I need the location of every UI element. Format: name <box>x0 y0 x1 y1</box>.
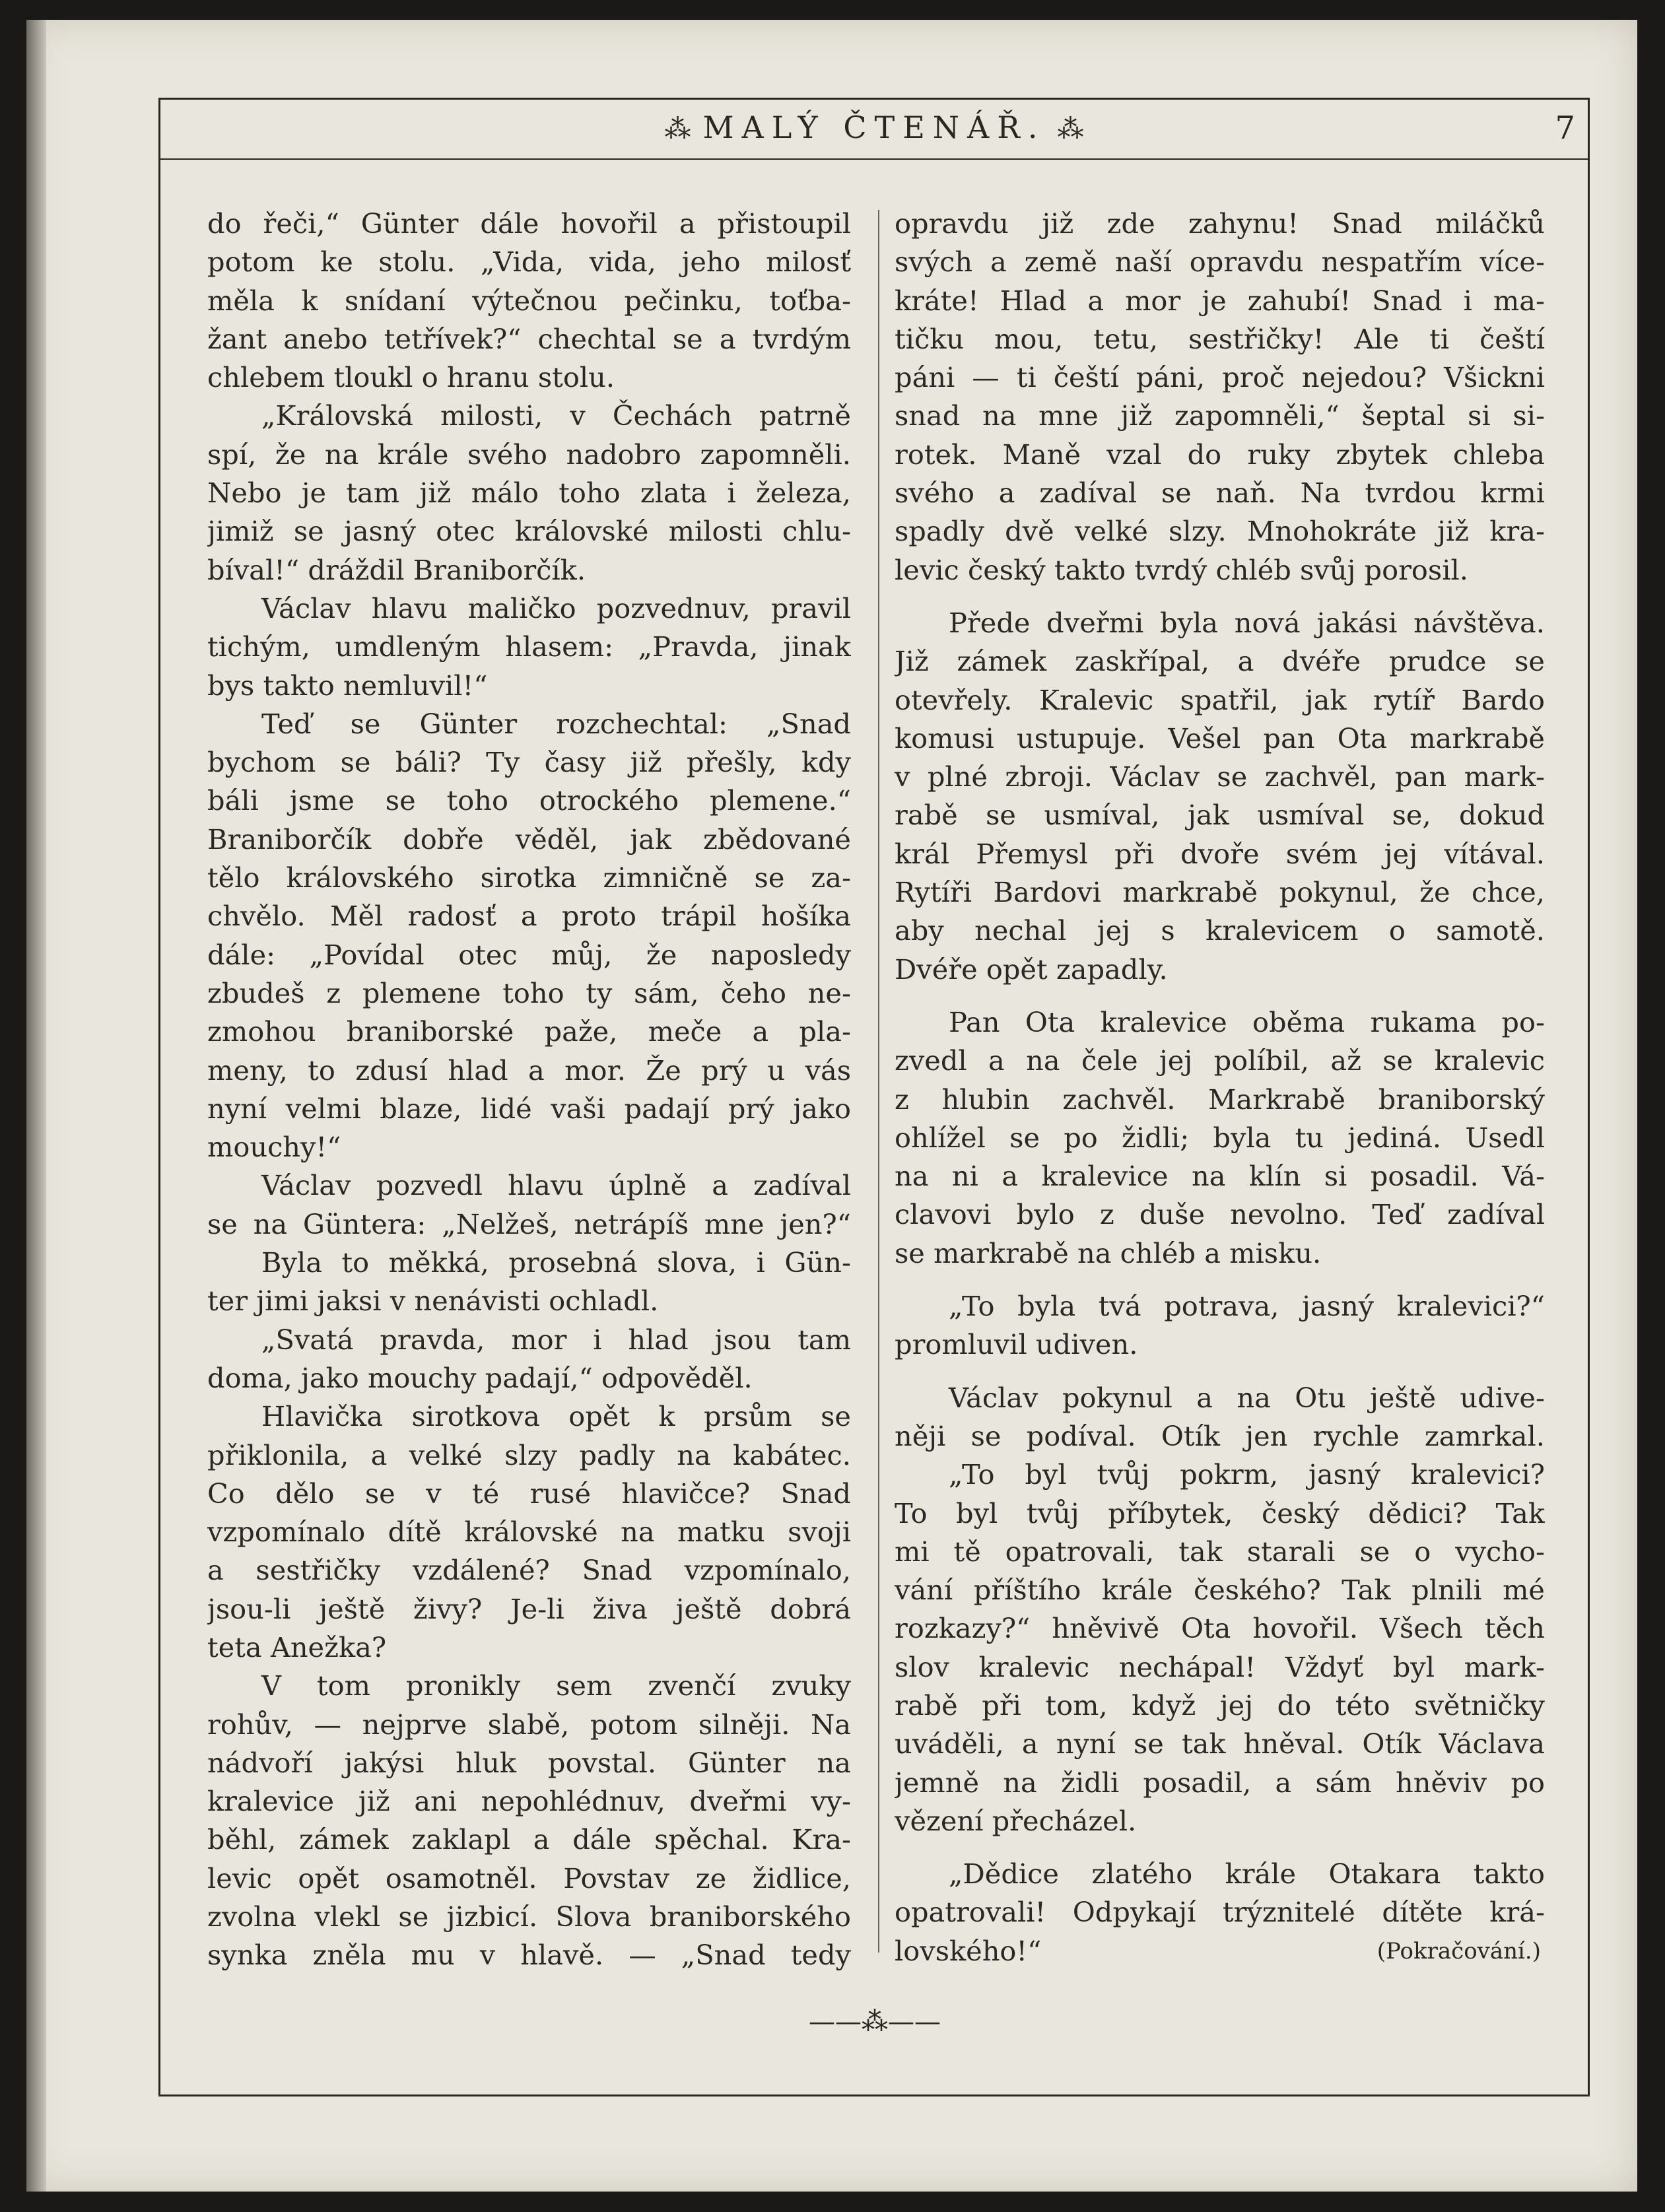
left-text-column <box>207 205 851 1975</box>
text-line: zbudeš z plemene toho ty sám, čeho ne- <box>207 976 851 1009</box>
magazine-title: MALÝ ČTENÁŘ. <box>702 110 1046 145</box>
text-line: do řeči,“ Günter dále hovořil a přistoupil <box>207 207 851 240</box>
text-line: „Dědice zlatého krále Otakara takto <box>949 1858 1545 1891</box>
column-divider <box>878 210 879 1953</box>
text-line: zmohou braniborské paže, meče a pla- <box>207 1015 851 1048</box>
text-line: vězení přecházel. <box>895 1804 1137 1837</box>
text-line: V tom pronikly sem zvenčí zvuky <box>261 1669 851 1702</box>
text-line: slov kralevic nechápal! Vždyť byl mark- <box>895 1650 1545 1683</box>
text-line: král Přemysl při dvoře svém jej vítával. <box>895 837 1545 870</box>
text-line: clavovi bylo z duše nevolno. Teď zadíval <box>895 1198 1545 1231</box>
text-line: meny, to zdusí hlad a mor. Že prý u vás <box>207 1054 851 1087</box>
text-line: potom ke stolu. „Vida, vida, jeho milosť <box>207 246 851 279</box>
text-line: Byla to měkká, prosebná slova, i Gün- <box>261 1246 851 1279</box>
text-line: Již zámek zaskřípal, a dvéře prudce se <box>895 645 1545 678</box>
text-line: tichým, umdleným hlasem: „Pravda, jinak <box>207 630 851 663</box>
text-line: „Královská milosti, v Čechách patrně <box>261 399 851 432</box>
header-rule <box>158 158 1590 160</box>
text-line: tělo královského sirotka zimničně se za- <box>207 861 851 894</box>
text-line: vání příštího krále českého? Tak plnili mé <box>895 1574 1545 1607</box>
text-line: bíval!“ dráždil Braniborčík. <box>207 553 586 586</box>
text-line: „To byl tvůj pokrm, jasný kralevici? <box>949 1458 1545 1491</box>
text-line: lovského!“ <box>895 1934 1042 1967</box>
text-line: tičku mou, tetu, sestřičky! Ale ti čeští <box>895 322 1545 355</box>
text-line: Václav hlavu maličko pozvednuv, pravil <box>261 591 851 624</box>
text-line: svých a země naší opravdu nespatřím více- <box>895 246 1545 279</box>
text-line: jemně na židli posadil, a sám hněviv po <box>895 1766 1545 1799</box>
text-line: báli jsme se toho otrockého plemene.“ <box>207 784 851 817</box>
text-line: nyní velmi blaze, lidé vaši padají prý jako <box>207 1092 851 1125</box>
text-line: rohův, — nejprve slabě, potom silněji. Na <box>207 1708 851 1741</box>
text-line: přiklonila, a velké slzy padly na kabátec. <box>207 1438 851 1471</box>
text-line: v plné zbroji. Václav se zachvěl, pan mark- <box>895 760 1545 793</box>
text-line: „Svatá pravda, mor i hlad jsou tam <box>261 1323 851 1356</box>
text-line: svého a zadíval se naň. Na tvrdou krmi <box>895 477 1545 510</box>
paragraph-gap <box>895 989 1545 1003</box>
text-line: teta Anežka? <box>207 1630 387 1663</box>
text-line: zvedl a na čele jej políbil, až se kralevic <box>895 1044 1545 1077</box>
text-line: Václav pozvedl hlavu úplně a zadíval <box>261 1169 851 1202</box>
paragraph-gap <box>895 1273 1545 1287</box>
header-ornament-left: ⁂ <box>664 114 691 145</box>
page-binding-edge <box>26 20 46 2192</box>
header-title-wrap <box>158 110 1590 145</box>
text-line: levic český takto tvrdý chléb svůj porosil. <box>895 553 1468 586</box>
text-line: uváděli, a nyní se tak hněval. Otík Václava <box>895 1727 1545 1760</box>
text-line: „To byla tvá potrava, jasný kralevici?“ <box>949 1290 1545 1323</box>
text-line: mouchy!“ <box>207 1131 341 1164</box>
text-line: rozkazy?“ hněvivě Ota hovořil. Všech těch <box>895 1612 1545 1645</box>
text-line: komusi ustupuje. Vešel pan Ota markrabě <box>895 721 1545 754</box>
paragraph-gap <box>895 1840 1545 1855</box>
text-line: rabě se usmíval, jak usmíval se, dokud <box>895 799 1545 832</box>
text-line: promluvil udiven. <box>895 1328 1138 1361</box>
text-line: Pan Ota kralevice oběma rukama po- <box>949 1005 1545 1038</box>
text-line: rotek. Maně vzal do ruky zbytek chleba <box>895 438 1545 471</box>
continued-note: (Pokračování.) <box>1376 1937 1541 1964</box>
paragraph-gap <box>895 1364 1545 1379</box>
text-line: doma, jako mouchy padají,“ odpověděl. <box>207 1361 753 1394</box>
text-line: měla k snídaní výtečnou pečinku, toťbа- <box>207 284 851 317</box>
text-line: ohlížel se po židli; byla tu jediná. Usedl <box>895 1121 1545 1154</box>
text-line: chvělo. Měl radosť a proto trápil hošíka <box>207 900 851 933</box>
text-line: nádvoří jakýsi hluk povstal. Günter na <box>207 1746 851 1779</box>
text-line: otevřely. Kralevic spatřil, jak rytíř Bardo <box>895 683 1545 716</box>
text-line: a sestřičky vzdálené? Snad vzpomínalo, <box>207 1554 851 1587</box>
text-line: bychom se báli? Ty časy již přešly, kdy <box>207 746 851 779</box>
text-line: opravdu již zde zahynu! Snad miláčků <box>895 207 1545 240</box>
text-line: levic opět osamotněl. Povstav ze židlice, <box>207 1861 851 1894</box>
text-line: spadly dvě velké slzy. Mnohokráte již kra- <box>895 515 1545 548</box>
text-line: zvolna vlekl se jizbicí. Slova braniborského <box>207 1900 851 1933</box>
text-line: Václav pokynul a na Otu ještě udive- <box>949 1381 1545 1414</box>
text-line: kralevice již ani nepohlédnuv, dveřmi vy- <box>207 1785 851 1818</box>
text-line: Braniborčík dobře věděl, jak zbědované <box>207 822 851 855</box>
text-line: páni — ti čeští páni, proč nejedou? Všickni <box>895 361 1545 394</box>
text-line: kráte! Hlad a mor je zahubí! Snad i ma- <box>895 284 1545 317</box>
right-text-column <box>895 205 1545 1970</box>
text-line: spí, že na krále svého nadobro zapomněli. <box>207 438 851 471</box>
text-line: synka zněla mu v hlavě. — „Snad tedy <box>207 1939 851 1972</box>
text-line: Nebo je tam již málo toho zlata i železa, <box>207 477 851 510</box>
closing-ornament: ——⁂—— <box>809 2007 941 2037</box>
text-line: se markrabě na chléb a misku. <box>895 1236 1322 1269</box>
text-line: snad na mne již zapomněli,“ šeptal si si- <box>895 399 1545 432</box>
text-line: běhl, zámek zaklapl a dále spěchal. Kra- <box>207 1823 851 1856</box>
text-line: chlebem tloukl o hranu stolu. <box>207 361 615 394</box>
text-line: se na Güntera: „Nelžeš, netrápíš mne jen?“ <box>207 1207 851 1240</box>
text-line: opatrovali! Odpykají trýznitelé dítěte krá- <box>895 1896 1545 1929</box>
text-line: aby nechal jej s kralevicem o samotě. <box>895 914 1545 947</box>
text-line: Co dělo se v té rusé hlavičce? Snad <box>207 1477 851 1510</box>
text-line: jimiž se jasný otec královské milosti chlu- <box>207 515 851 548</box>
text-line: Teď se Günter rozchechtal: „Snad <box>261 707 851 740</box>
page-number: 7 <box>1555 110 1575 147</box>
text-line: Dvéře opět zapadly. <box>895 953 1168 986</box>
text-line: vzpomínalo dítě královské na matku svoji <box>207 1516 851 1549</box>
text-line: Rytíři Bardovi markrabě pokynul, že chce, <box>895 876 1545 909</box>
text-line: jsou-li ještě živy? Je-li živa ještě dobrá <box>207 1592 851 1625</box>
text-line: z hlubin zachvěl. Markrabě braniborský <box>895 1083 1545 1116</box>
paragraph-gap <box>895 589 1545 604</box>
text-line: dále: „Povídal otec můj, že naposledy <box>207 938 851 971</box>
text-line: něji se podíval. Otík jen rychle zamrkal. <box>895 1419 1545 1452</box>
text-line: Hlavička sirotkova opět k prsům se <box>261 1400 851 1433</box>
running-header <box>158 106 1590 158</box>
text-line: rabě při tom, když jej do této světničky <box>895 1689 1545 1722</box>
text-line: ter jimi jaksi v nenávisti ochladl. <box>207 1285 659 1318</box>
text-line: To byl tvůj příbytek, český dědici? Tak <box>895 1496 1545 1529</box>
text-line: bys takto nemluvil!“ <box>207 669 488 702</box>
header-ornament-right: ⁂ <box>1057 114 1084 145</box>
text-line: na ni a kralevice na klín si posadil. Vá- <box>895 1160 1545 1193</box>
text-line: Přede dveřmi byla nová jakási návštěva. <box>949 606 1545 639</box>
text-line: žant anebo tetřívek?“ chechtal se a tvrdým <box>207 322 851 355</box>
text-line: mi tě opatrovali, tak starali se o vycho- <box>895 1535 1545 1568</box>
